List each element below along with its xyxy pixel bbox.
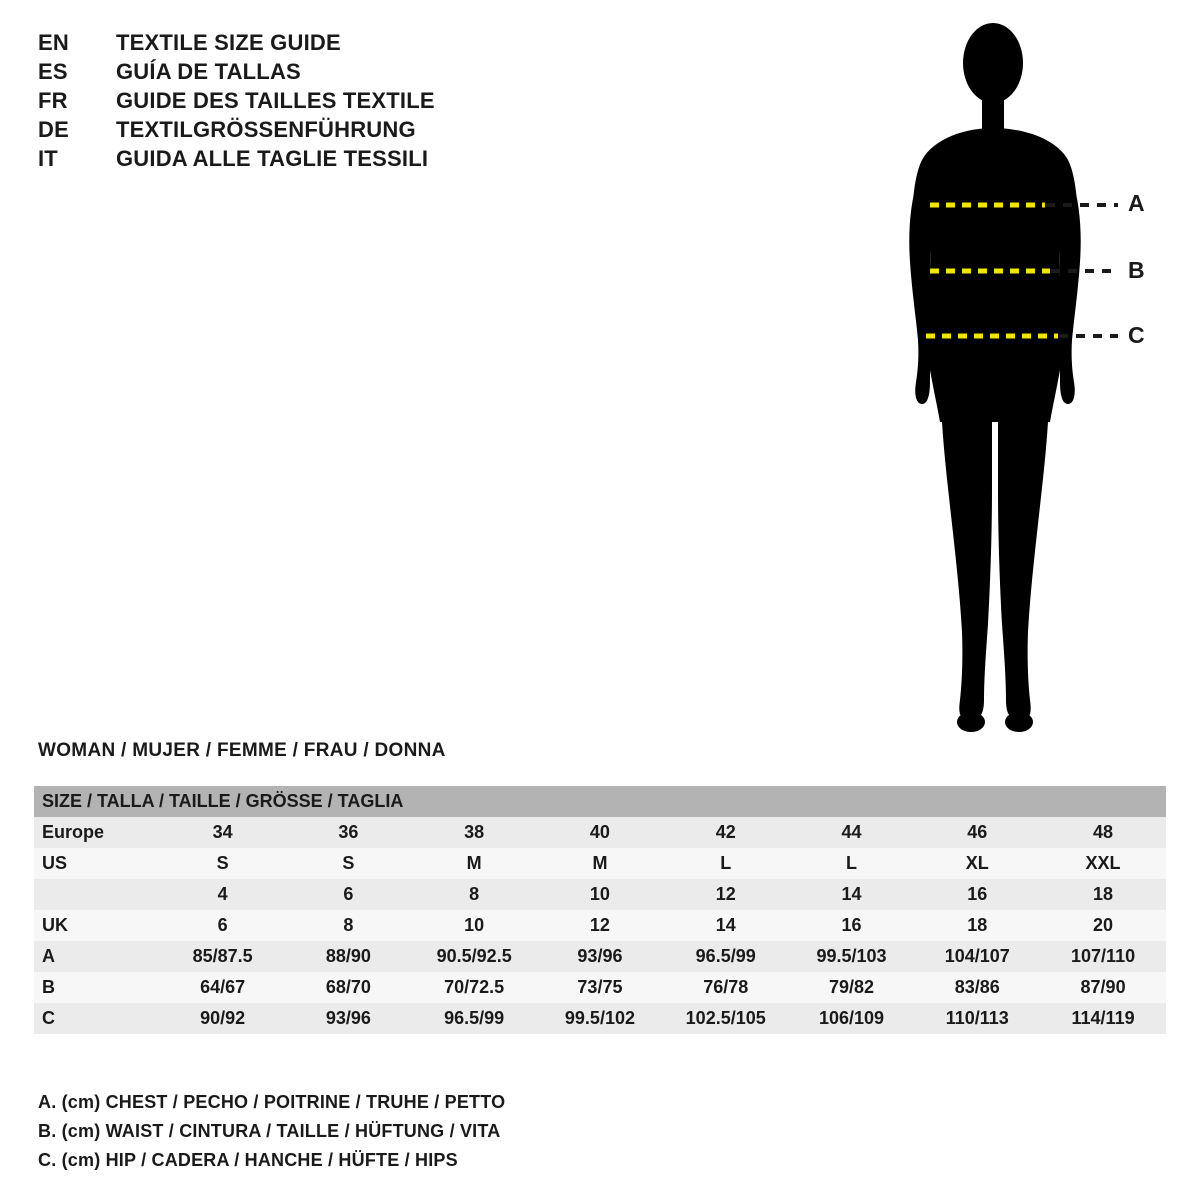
table-cell: 38 — [411, 817, 537, 848]
table-cell: 83/86 — [914, 972, 1040, 1003]
table-cell: 99.5/102 — [537, 1003, 663, 1034]
table-cell: 64/67 — [160, 972, 286, 1003]
table-cell: 68/70 — [286, 972, 412, 1003]
table-cell: 88/90 — [286, 941, 412, 972]
table-row — [34, 879, 1166, 910]
language-row — [38, 88, 658, 117]
row-label: A — [34, 941, 160, 972]
table-cell: 10 — [537, 879, 663, 910]
measure-label-b: B — [1128, 257, 1145, 283]
language-row — [38, 30, 658, 59]
table-cell: 8 — [286, 910, 412, 941]
female-silhouette-figure — [860, 18, 1190, 738]
table-cell: 85/87.5 — [160, 941, 286, 972]
language-title: GUIDA ALLE TAGLIE TESSILI — [116, 146, 429, 171]
table-cell: 48 — [1040, 817, 1166, 848]
measure-label-c: C — [1128, 322, 1145, 348]
language-title: TEXTILGRÖSSENFÜHRUNG — [116, 117, 416, 142]
table-cell: 18 — [1040, 879, 1166, 910]
language-row — [38, 59, 658, 88]
table-row — [34, 817, 1166, 848]
table-cell: 10 — [411, 910, 537, 941]
row-label: US — [34, 848, 160, 879]
language-title: TEXTILE SIZE GUIDE — [116, 30, 341, 55]
table-cell: 6 — [160, 910, 286, 941]
language-code: EN — [38, 30, 69, 55]
row-label: C — [34, 1003, 160, 1034]
silhouette-body — [909, 23, 1080, 732]
table-cell: 93/96 — [537, 941, 663, 972]
table-row — [34, 941, 1166, 972]
table-cell: L — [789, 848, 915, 879]
table-cell: 90/92 — [160, 1003, 286, 1034]
table-cell: 110/113 — [914, 1003, 1040, 1034]
language-code: IT — [38, 146, 58, 171]
table-cell: 12 — [663, 879, 789, 910]
table-row — [34, 972, 1166, 1003]
table-cell: 20 — [1040, 910, 1166, 941]
note-waist: B. (cm) WAIST / CINTURA / TAILLE / HÜFTUNG / VITA — [38, 1121, 501, 1141]
table-cell: 8 — [411, 879, 537, 910]
measure-label-a: A — [1128, 190, 1145, 216]
table-cell: 40 — [537, 817, 663, 848]
table-cell: 42 — [663, 817, 789, 848]
table-cell: 73/75 — [537, 972, 663, 1003]
language-code: ES — [38, 59, 68, 84]
language-title: GUIDE DES TAILLES TEXTILE — [116, 88, 435, 113]
table-cell: XL — [914, 848, 1040, 879]
note-hip: C. (cm) HIP / CADERA / HANCHE / HÜFTE / HIPS — [38, 1150, 458, 1170]
table-cell: 6 — [286, 879, 412, 910]
table-cell: 96.5/99 — [411, 1003, 537, 1034]
language-title-list — [38, 30, 658, 175]
table-cell: M — [537, 848, 663, 879]
table-cell: 99.5/103 — [789, 941, 915, 972]
table-cell: 70/72.5 — [411, 972, 537, 1003]
table-cell: L — [663, 848, 789, 879]
table-cell: 114/119 — [1040, 1003, 1166, 1034]
table-cell: 34 — [160, 817, 286, 848]
table-cell: XXL — [1040, 848, 1166, 879]
table-cell: 96.5/99 — [663, 941, 789, 972]
language-title: GUÍA DE TALLAS — [116, 59, 301, 84]
language-row — [38, 146, 658, 175]
table-cell: 16 — [914, 879, 1040, 910]
table-cell: 16 — [789, 910, 915, 941]
language-code: FR — [38, 88, 68, 113]
table-cell: 18 — [914, 910, 1040, 941]
row-label: Europe — [34, 817, 160, 848]
table-cell: 76/78 — [663, 972, 789, 1003]
table-row — [34, 1003, 1166, 1034]
table-cell: 106/109 — [789, 1003, 915, 1034]
table-cell: 102.5/105 — [663, 1003, 789, 1034]
table-cell: 44 — [789, 817, 915, 848]
language-code: DE — [38, 117, 69, 142]
table-cell: 79/82 — [789, 972, 915, 1003]
table-cell: 107/110 — [1040, 941, 1166, 972]
size-chart-table — [34, 786, 1166, 1034]
row-label — [34, 879, 160, 910]
table-row — [34, 910, 1166, 941]
table-header-label: SIZE / TALLA / TAILLE / GRÖSSE / TAGLIA — [34, 786, 1166, 817]
table-cell: 14 — [789, 879, 915, 910]
table-cell: 12 — [537, 910, 663, 941]
table-row — [34, 848, 1166, 879]
table-cell: 90.5/92.5 — [411, 941, 537, 972]
table-cell: 14 — [663, 910, 789, 941]
row-label: B — [34, 972, 160, 1003]
language-row — [38, 117, 658, 146]
table-cell: 36 — [286, 817, 412, 848]
note-chest: A. (cm) CHEST / PECHO / POITRINE / TRUHE / PETTO — [38, 1092, 506, 1112]
row-label: UK — [34, 910, 160, 941]
table-cell: M — [411, 848, 537, 879]
silhouette-svg — [860, 18, 1190, 738]
table-cell: 87/90 — [1040, 972, 1166, 1003]
group-title: WOMAN / MUJER / FEMME / FRAU / DONNA — [38, 740, 446, 761]
table-cell: 4 — [160, 879, 286, 910]
table-cell: S — [286, 848, 412, 879]
table-cell: 104/107 — [914, 941, 1040, 972]
table-cell: 93/96 — [286, 1003, 412, 1034]
table-cell: S — [160, 848, 286, 879]
table-header-row — [34, 786, 1166, 817]
measurement-notes — [38, 1088, 505, 1175]
table-cell: 46 — [914, 817, 1040, 848]
